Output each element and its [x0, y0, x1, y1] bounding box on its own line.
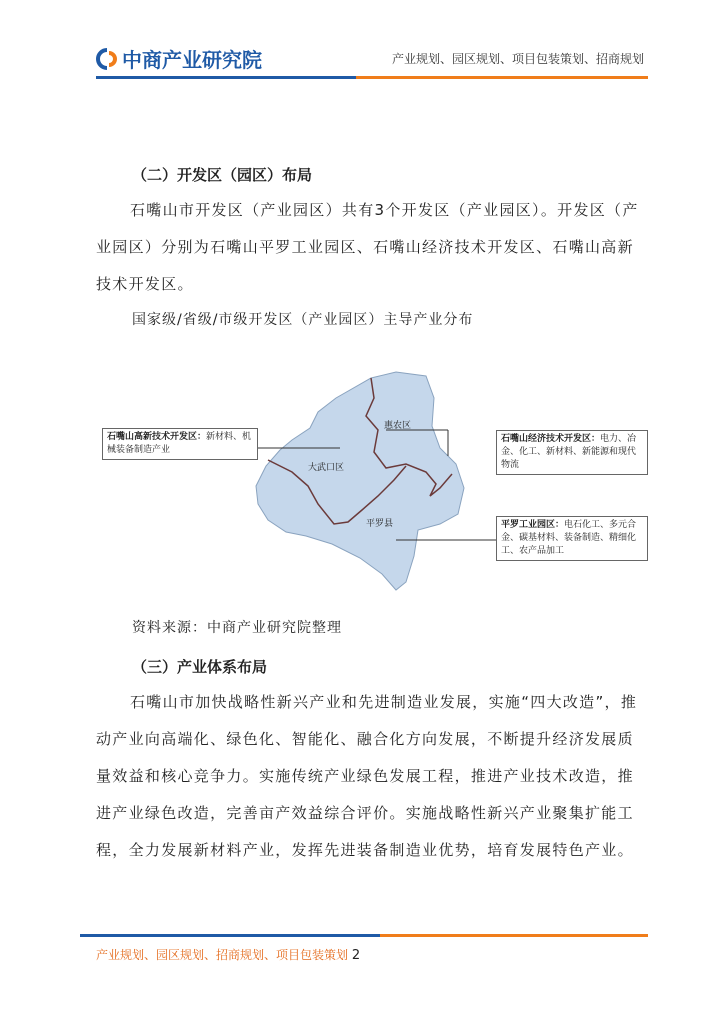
label-dawukou: 大武口区: [308, 463, 345, 473]
page-number: 2: [351, 948, 361, 963]
header-divider-orange: [356, 76, 648, 79]
footer-tagline: 产业规划、园区规划、招商规划、项目包装策划: [96, 948, 349, 962]
label-huinong: 惠农区: [384, 421, 412, 431]
section-2-paragraph: 石嘴山市开发区（产业园区）共有3个开发区（产业园区）。开发区（产业园区）分别为石嘴山平罗工业园区、石嘴山经济技术开发区、石嘴山高新技术开发区。: [96, 201, 639, 293]
section-3-paragraph: 石嘴山市加快战略性新兴产业和先进制造业发展，实施“四大改造”，推动产业向高端化、绿色化、智能化、融合化方向发展，不断提升经济发展质量效益和核心竞争力。实施传统产业绿色发展工程，推进产业技术改造，推进产业绿色改造，完善亩产效益综合评价。实施战略性新兴产业聚集扩能工程，全力发展新材料产业，发挥先进装备制造业优势，培育发展特色产业。: [96, 693, 638, 859]
header-divider-blue: [96, 76, 356, 79]
footer-divider-blue: [80, 934, 380, 937]
callout-econ-desc: 电力、冶金、化工、新材料、新能源和现代物流: [501, 434, 637, 470]
section-3: [96, 650, 648, 869]
logo: [96, 44, 262, 73]
callout-hitech-desc: 新材料、机械装备制造产业: [107, 432, 252, 455]
footer-divider-orange: [380, 934, 648, 937]
callout-pingluo-desc: 电石化工、多元合金、碳基材料、装备制造、精细化工、农产品加工: [501, 520, 637, 556]
section-3-heading: （三）产业体系布局: [132, 658, 268, 676]
logo-text: 中商产业研究院: [122, 48, 262, 72]
map-shape: [96, 368, 648, 608]
figure-source: 资料来源：中商产业研究院整理: [132, 620, 342, 636]
callout-pingluo-name: 平罗工业园区：: [501, 520, 565, 530]
header-tagline: 产业规划、园区规划、项目包装策划、招商规划: [391, 52, 644, 66]
page-header: [0, 0, 724, 90]
map-caption: 国家级/省级/市级开发区（产业园区）主导产业分布: [132, 312, 474, 328]
callout-econ-name: 石嘴山经济技术开发区：: [501, 434, 601, 444]
section-2-heading: （二）开发区（园区）布局: [132, 166, 313, 184]
label-pingluo: 平罗县: [366, 519, 394, 529]
callout-hitech-name: 石嘴山高新技术开发区：: [107, 432, 207, 442]
callout-hitech-zone: [102, 428, 258, 460]
logo-icon: [96, 48, 118, 70]
callout-econ-zone: [496, 430, 648, 475]
page-footer: [96, 946, 360, 963]
section-2: [96, 158, 648, 337]
district-map: [96, 368, 648, 608]
callout-pingluo-zone: [496, 516, 648, 561]
